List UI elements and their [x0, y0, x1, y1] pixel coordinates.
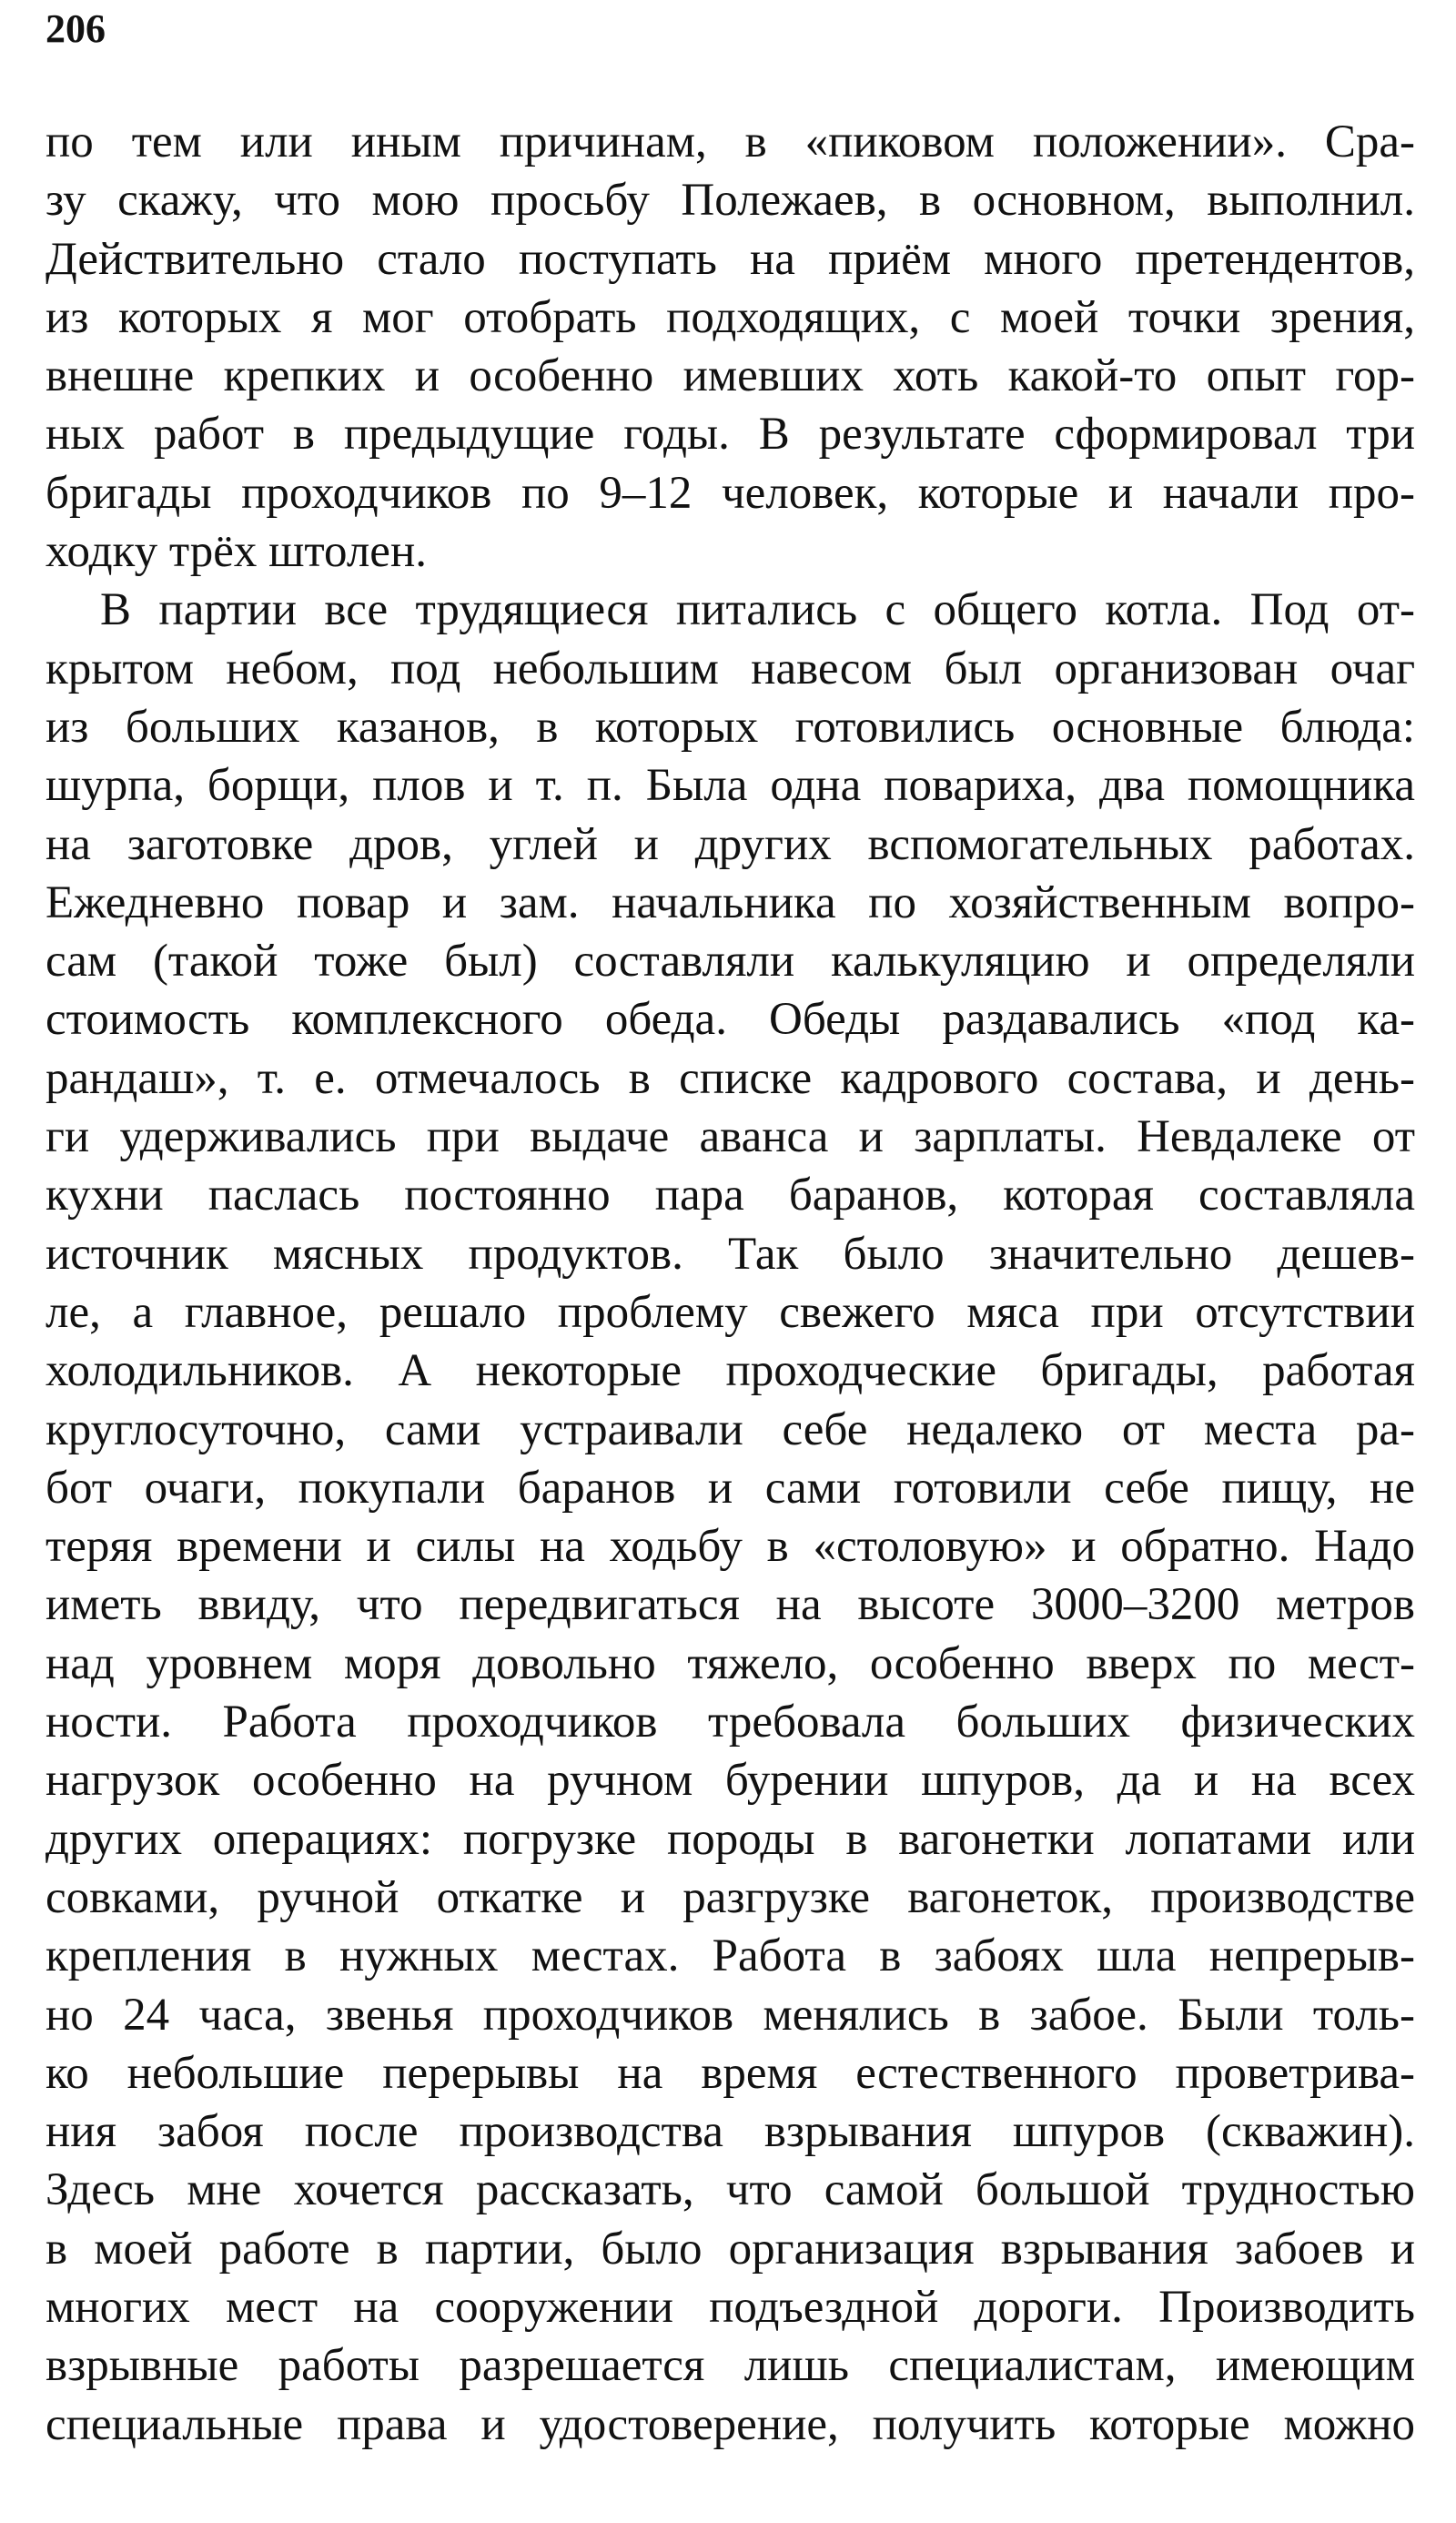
text-line: крытом небом, под небольшим навесом был организован очаг	[46, 643, 1415, 694]
text-line: Здесь мне хочется рассказать, что самой большой трудностью	[46, 2164, 1415, 2216]
text-line: ги удерживались при выдаче аванса и зарплаты. Невдалеке от	[46, 1111, 1415, 1163]
paragraph	[46, 581, 1415, 2454]
text-line: на заготовке дров, углей и других вспомогательных работах.	[46, 818, 1415, 870]
text-line: иметь ввиду, что передвигаться на высоте 3000–3200 метров	[46, 1579, 1415, 1631]
text-line: ности. Работа проходчиков требовала больших физических	[46, 1697, 1415, 1748]
text-line: круглосуточно, сами устраивали себе недалеко от места ра-	[46, 1403, 1415, 1455]
text-line: многих мест на сооружении подъездной дороги. Производить	[46, 2281, 1415, 2333]
paragraph	[46, 113, 1415, 581]
text-line: источник мясных продуктов. Так было значительно дешев-	[46, 1228, 1415, 1280]
text-line: Ежедневно повар и зам. начальника по хозяйственным вопро-	[46, 876, 1415, 928]
text-line: взрывные работы разрешается лишь специалистам, имеющим	[46, 2340, 1415, 2392]
text-line: по тем или иным причинам, в «пиковом положении». Сра-	[46, 117, 1415, 167]
text-line: внешне крепких и особенно имевших хоть какой-то опыт гор-	[46, 350, 1415, 402]
text-line: рандаш», т. е. отмечалось в списке кадрового состава, и день-	[46, 1052, 1415, 1104]
text-line: из больших казанов, в которых готовились основные блюда:	[46, 701, 1415, 753]
text-line: других операциях: погрузке породы в вагонетки лопатами или	[46, 1813, 1415, 1865]
text-line: крепления в нужных местах. Работа в забоях шла непрерыв-	[46, 1930, 1415, 1982]
text-line: ния забоя после производства взрывания шпуров (скважин).	[46, 2106, 1415, 2158]
text-line: ходку трёх штолен.	[46, 526, 427, 578]
text-line: совками, ручной откатке и разгрузке вагонеток, производстве	[46, 1871, 1415, 1923]
text-line: кухни паслась постоянно пара баранов, которая составляла	[46, 1170, 1415, 1221]
text-line: шурпа, борщи, плов и т. п. Была одна повариха, два помощника	[46, 760, 1415, 812]
text-line: Действительно стало поступать на приём много претендентов,	[46, 233, 1415, 285]
text-line: из которых я мог отобрать подходящих, с моей точки зрения,	[46, 291, 1415, 343]
text-line: над уровнем моря довольно тяжело, особенно вверх по мест-	[46, 1637, 1415, 1689]
page-number: 206	[46, 6, 106, 51]
text-line: стоимость комплексного обеда. Обеды раздавались «под ка-	[46, 994, 1415, 1046]
text-line: бот очаги, покупали баранов и сами готовили себе пищу, не	[46, 1462, 1415, 1514]
text-line: ле, а главное, решало проблему свежего мяса при отсутствии	[46, 1286, 1415, 1338]
body-text	[46, 113, 1415, 2454]
text-line: бригады проходчиков по 9–12 человек, которые и начали про-	[46, 467, 1415, 519]
text-line: нагрузок особенно на ручном бурении шпуров, да и на всех	[46, 1755, 1415, 1807]
text-line: в моей работе в партии, было организация взрывания забоев и	[46, 2223, 1415, 2275]
text-line: холодильников. А некоторые проходческие бригады, работая	[46, 1345, 1415, 1397]
text-line: сам (такой тоже был) составляли калькуляцию и определяли	[46, 936, 1415, 988]
text-line: зу скажу, что мою просьбу Полежаев, в основном, выполнил.	[46, 175, 1415, 227]
text-line: ных работ в предыдущие годы. В результате сформировал три	[46, 409, 1415, 461]
text-line: специальные права и удостоверение, получить которые можно	[46, 2398, 1415, 2450]
text-line: ко небольшие перерывы на время естественного проветрива-	[46, 2047, 1415, 2099]
text-line: В партии все трудящиеся питались с общего котла. Под от-	[100, 584, 1415, 636]
text-line: но 24 часа, звенья проходчиков менялись в забое. Были толь-	[46, 1989, 1415, 2041]
text-line: теряя времени и силы на ходьбу в «столовую» и обратно. Надо	[46, 1521, 1415, 1573]
